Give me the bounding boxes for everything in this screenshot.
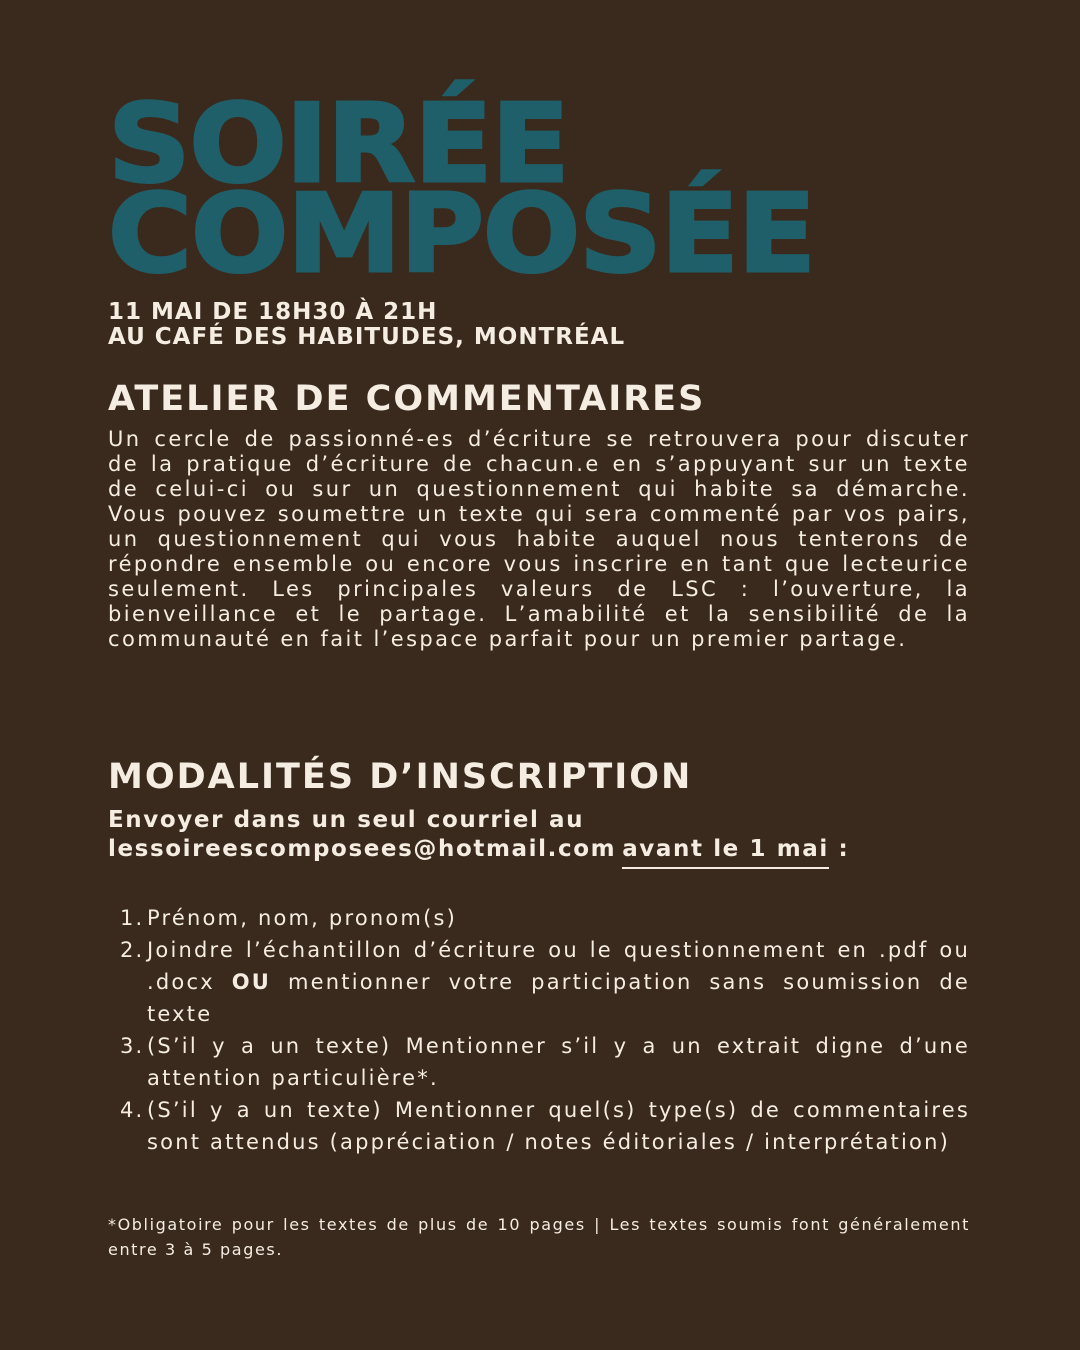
- deadline: avant le 1 mai: [622, 835, 829, 869]
- atelier-heading: ATELIER DE COMMENTAIRES: [108, 379, 706, 419]
- email-link[interactable]: lessoireescomposees@hotmail.com: [108, 836, 617, 862]
- list-item: [108, 1030, 970, 1094]
- footnote: *Obligatoire pour les textes de plus de 10 pages | Les textes soumis font généralement entre 3 à 5 pages.: [108, 1215, 970, 1259]
- list-item-text: Joindre l’échantillon d’écriture ou le questionnement en .pdf ou .docx: [147, 938, 970, 994]
- event-location: AU CAFÉ DES HABITUDES, MONTRÉAL: [108, 324, 626, 350]
- modalites-heading: MODALITÉS D’INSCRIPTION: [108, 757, 693, 797]
- atelier-description: Un cercle de passionné-es d’écriture se retrouvera pour discuter de la pratique d’écriture de chacun.e en s’appuyant sur un texte de celui-ci ou sur un questionnement qui habite sa démarche. Vous pouvez soumettre un texte qui sera commenté par vos pairs, un questionnement qui vous habite auquel nous tenterons de répondre ensemble ou encore vous inscrire en tant que lecteurice seulement. Les principales valeurs de LSC : l’ouverture, la bienveillance et le partage. L’amabilité et la sensibilité de la communauté en fait l’espace parfait pour un premier partage.: [108, 427, 970, 651]
- list-item-text: Prénom, nom, pronom(s): [147, 906, 458, 930]
- list-item-number: 4.: [120, 1098, 145, 1122]
- list-item-text: (S’il y a un texte) Mentionner s’il y a un extrait digne d’une attention particulière*.: [147, 1034, 970, 1090]
- event-info: [108, 300, 625, 350]
- deadline-colon: :: [828, 836, 850, 862]
- send-instructions: [108, 806, 849, 869]
- list-item: [108, 902, 970, 934]
- list-item-number: 3.: [120, 1034, 145, 1058]
- steps-list: [108, 902, 970, 1158]
- list-item-text-after: mentionner votre participation sans soumission de texte: [147, 970, 970, 1026]
- event-date: 11 MAI DE 18H30 À 21H: [108, 299, 438, 325]
- send-email-line: [108, 835, 849, 869]
- event-title-line-1: SOIRÉE: [108, 82, 569, 207]
- list-item-text: (S’il y a un texte) Mentionner quel(s) type(s) de commentaires sont attendus (appréciation / notes éditoriales / interprétation): [147, 1098, 970, 1154]
- list-item-number: 2.: [120, 938, 145, 962]
- list-item-bold: OU: [231, 970, 272, 994]
- send-intro: Envoyer dans un seul courriel au: [108, 807, 585, 833]
- event-title-line-2: COMPOSÉE: [108, 172, 815, 297]
- list-item: [108, 1094, 970, 1158]
- list-item-number: 1.: [120, 906, 145, 930]
- event-title: [108, 82, 815, 297]
- list-item: [108, 934, 970, 1030]
